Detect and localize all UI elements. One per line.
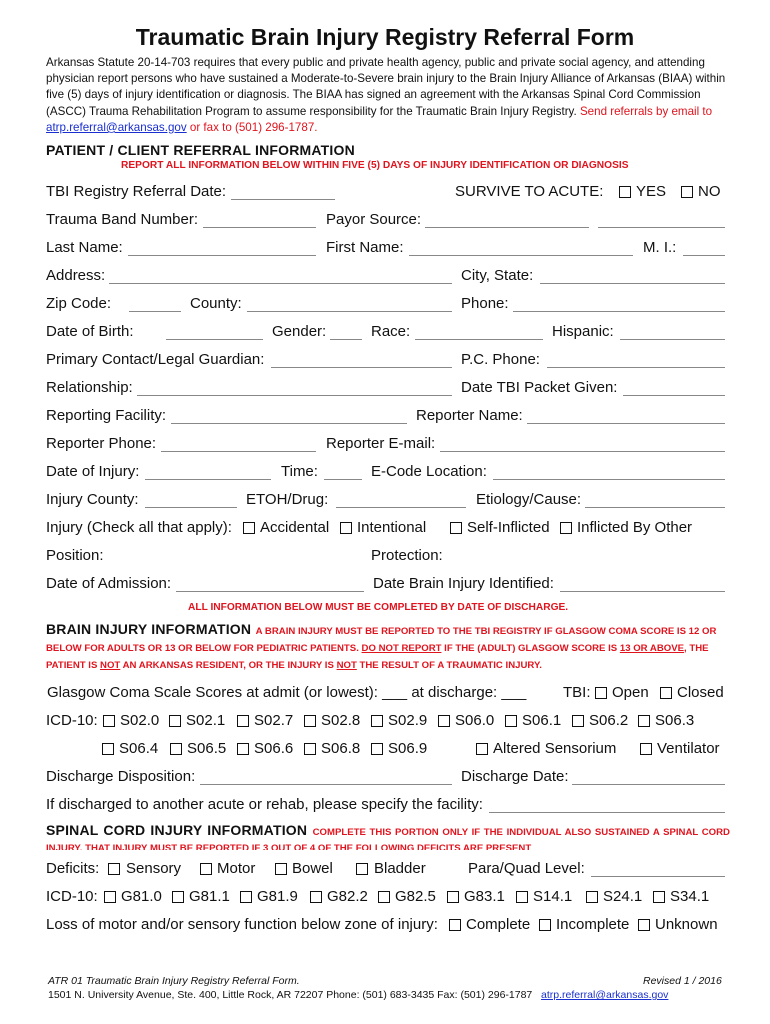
last-name-label: Last Name: — [46, 239, 123, 256]
zip-code-label: Zip Code: — [46, 295, 112, 312]
loss-function-label: Loss of motor and/or sensory function below zone of injury: — [46, 916, 438, 933]
para-quad-field[interactable] — [591, 876, 725, 877]
para-quad-label: Para/Quad Level: — [468, 860, 585, 877]
date-of-injury-field[interactable] — [145, 479, 271, 480]
brain-icd-code-label: S06.1 — [522, 712, 562, 729]
spinal-icd-s14-1-checkbox[interactable] — [516, 891, 528, 903]
spinal-icd-code-label: S34.1 — [670, 888, 710, 905]
brain-icd-s06-9-checkbox[interactable] — [371, 743, 383, 755]
brain-icd-s06-4-checkbox[interactable] — [102, 743, 114, 755]
brain-icd-s02-1-checkbox[interactable] — [169, 715, 181, 727]
reporting-facility-field[interactable] — [171, 423, 407, 424]
etoh-drug-field[interactable] — [336, 507, 466, 508]
altered-sensorium-label: Altered Sensorium — [493, 740, 617, 757]
reporter-email-label: Reporter E-mail: — [326, 435, 436, 452]
spinal-icd-label: ICD-10: — [46, 888, 98, 905]
brain-icd-code-label: S02.0 — [120, 712, 160, 729]
gender-label: Gender: — [272, 323, 327, 340]
brain-note-c: IF THE (ADULT) GLASGOW SCORE IS — [444, 643, 618, 654]
reporter-phone-field[interactable] — [161, 451, 316, 452]
reporting-facility-label: Reporting Facility: — [46, 407, 167, 424]
inflicted-other-checkbox[interactable] — [560, 522, 572, 534]
race-label: Race: — [371, 323, 411, 340]
spinal-icd-code-label: G81.0 — [121, 888, 162, 905]
self-inflicted-label: Self-Inflicted — [467, 519, 550, 536]
incomplete-checkbox[interactable] — [539, 919, 551, 931]
spinal-icd-code-label: G82.5 — [395, 888, 436, 905]
fax-text: or fax to (501) 296-1787. — [189, 120, 318, 134]
patient-subheading: REPORT ALL INFORMATION BELOW WITHIN FIVE (5) DAYS OF INJURY IDENTIFICATION OR DIAGNOSIS — [121, 160, 629, 171]
brain-icd-code-label: S02.1 — [186, 712, 226, 729]
tbi-referral-date-field[interactable] — [231, 199, 335, 200]
bladder-label: Bladder — [374, 860, 426, 877]
date-admission-field[interactable] — [176, 591, 364, 592]
spinal-note: COMPLETE THIS PORTION ONLY IF THE INDIVIDUAL ALSO SUSTAINED A SPINAL CORD INJURY. THAT INJURY MUST BE REPORTED IF 3 OUT OF 4 OF THE FOLLOWING DEFICITS ARE PRESENT — [46, 827, 730, 850]
sensory-label: Sensory — [126, 860, 182, 877]
spinal-header — [46, 823, 730, 850]
tbi-packet-date-label: Date TBI Packet Given: — [461, 379, 618, 396]
brain-icd-s06-1-checkbox[interactable] — [505, 715, 517, 727]
injury-county-label: Injury County: — [46, 491, 139, 508]
bowel-label: Bowel — [292, 860, 333, 877]
survive-yes-label: YES — [636, 183, 667, 200]
footer-address-text: 1501 N. University Avenue, Ste. 400, Little Rock, AR 72207 Phone: (501) 683-3435 Fax: (501) 296-1787 — [48, 989, 533, 1001]
facility-field[interactable] — [489, 812, 725, 813]
footer-revised: Revised 1 / 2016 — [643, 975, 722, 987]
etiology-cause-field[interactable] — [585, 507, 725, 508]
intentional-checkbox[interactable] — [340, 522, 352, 534]
intentional-label: Intentional — [357, 519, 427, 536]
middle-initial-field[interactable] — [683, 255, 725, 256]
county-label: County: — [190, 295, 242, 312]
first-name-label: First Name: — [326, 239, 404, 256]
brain-icd-s06-6-checkbox[interactable] — [237, 743, 249, 755]
form-title: Traumatic Brain Injury Registry Referral Form — [135, 24, 635, 50]
brain-note-a: A BRAIN INJURY MUST BE REPORTED TO THE TBI REGISTRY IF GLASGOW COMA SCORE IS 12 OR BELOW FOR ADULTS OR 13 OR BELOW FOR PEDIATRIC PATIENTS. — [46, 626, 717, 654]
self-inflicted-checkbox[interactable] — [450, 522, 462, 534]
accidental-checkbox[interactable] — [243, 522, 255, 534]
send-referral-text: Send referrals by email to — [579, 104, 713, 118]
footer-email-link[interactable]: atrp.referral@arkansas.gov — [541, 989, 669, 1001]
intro-paragraph — [46, 55, 736, 136]
tbi-packet-date-field[interactable] — [623, 395, 725, 396]
city-state-field[interactable] — [540, 283, 725, 284]
spinal-icd-g82-2-checkbox[interactable] — [310, 891, 322, 903]
tbi-open-checkbox[interactable] — [595, 687, 607, 699]
relationship-field[interactable] — [137, 395, 452, 396]
brain-icd-s06-3-checkbox[interactable] — [638, 715, 650, 727]
brain-icd-code-label: S02.7 — [254, 712, 294, 729]
bowel-checkbox[interactable] — [275, 863, 287, 875]
payor-source-field[interactable] — [425, 227, 589, 228]
ecode-location-field[interactable] — [493, 479, 725, 480]
spinal-icd-g82-5-checkbox[interactable] — [378, 891, 390, 903]
reporter-phone-label: Reporter Phone: — [46, 435, 157, 452]
date-identified-label: Date Brain Injury Identified: — [373, 575, 554, 592]
brain-icd-s06-0-checkbox[interactable] — [438, 715, 450, 727]
brain-icd-code-label: S06.4 — [119, 740, 159, 757]
date-of-injury-label: Date of Injury: — [46, 463, 140, 480]
brain-icd-code-label: S06.6 — [254, 740, 294, 757]
brain-injury-header — [46, 622, 730, 673]
brain-note-i: THE RESULT OF A TRAUMATIC INJURY. — [359, 660, 542, 671]
brain-icd-code-label: S06.2 — [589, 712, 629, 729]
spinal-heading: SPINAL CORD INJURY INFORMATION — [46, 823, 308, 838]
complete-checkbox[interactable] — [449, 919, 461, 931]
protection-label: Protection: — [371, 547, 443, 564]
relationship-label: Relationship: — [46, 379, 133, 396]
ventilator-checkbox[interactable] — [640, 743, 652, 755]
payor-source-label: Payor Source: — [326, 211, 422, 228]
race-field[interactable] — [415, 339, 543, 340]
spinal-icd-code-label: S14.1 — [533, 888, 573, 905]
brain-icd-s02-0-checkbox[interactable] — [103, 715, 115, 727]
phone-field[interactable] — [513, 311, 725, 312]
intro-text: Arkansas Statute 20-14-703 requires that every public and private health agency, public and private social agency, and attending physician report persons who have sustained a Moderate-to-Severe brain injury to the Brain Injury Alliance of Arkansas (BIAA) within five (5) days of injury identification or diagnosis. The BIAA has signed an agreement with the Arkansas Spinal Cord Commission (ASCC) Trauma Rehabilitation Program to assume responsibility for the Traumatic Brain Injury Registry. — [46, 56, 726, 118]
spinal-icd-code-label: G81.9 — [257, 888, 298, 905]
spinal-icd-s34-1-checkbox[interactable] — [653, 891, 665, 903]
footer-form-name: ATR 01 Traumatic Brain Injury Registry Referral Form. — [48, 975, 300, 987]
city-state-label: City, State: — [461, 267, 534, 284]
injury-check-label: Injury (Check all that apply): — [46, 519, 232, 536]
position-label: Position: — [46, 547, 104, 564]
primary-contact-field[interactable] — [271, 367, 452, 368]
referral-email-link[interactable]: atrp.referral@arkansas.gov — [46, 120, 187, 134]
date-of-birth-field[interactable] — [166, 339, 263, 340]
reporter-name-field[interactable] — [527, 423, 725, 424]
hispanic-field[interactable] — [620, 339, 725, 340]
middle-initial-label: M. I.: — [643, 239, 677, 256]
brain-icd-s02-9-checkbox[interactable] — [371, 715, 383, 727]
discharge-note: ALL INFORMATION BELOW MUST BE COMPLETED BY DATE OF DISCHARGE. — [188, 602, 569, 613]
accidental-label: Accidental — [260, 519, 330, 536]
reporter-email-field[interactable] — [440, 451, 725, 452]
county-field[interactable] — [247, 311, 452, 312]
first-name-field[interactable] — [409, 255, 633, 256]
discharge-disposition-field[interactable] — [200, 784, 452, 785]
tbi-open-label: Open — [612, 684, 649, 701]
ecode-location-label: E-Code Location: — [371, 463, 487, 480]
brain-icd-code-label: S06.5 — [187, 740, 227, 757]
date-admission-label: Date of Admission: — [46, 575, 172, 592]
incomplete-label: Incomplete — [556, 916, 630, 933]
inflicted-other-label: Inflicted By Other — [577, 519, 693, 536]
gcs-scores-label: Glasgow Coma Scale Scores at admit (or lowest): ___ at discharge: ___ — [47, 684, 527, 701]
tbi-closed-label: Closed — [677, 684, 724, 701]
spinal-icd-g83-1-checkbox[interactable] — [447, 891, 459, 903]
brain-note-b: DO NOT REPORT — [361, 643, 442, 654]
survive-yes-checkbox[interactable] — [619, 186, 631, 198]
bladder-checkbox[interactable] — [356, 863, 368, 875]
brain-note-e: , THE PATIENT IS — [46, 643, 709, 671]
brain-icd-code-label: S06.8 — [321, 740, 361, 757]
survive-no-checkbox[interactable] — [681, 186, 693, 198]
spinal-icd-code-label: G83.1 — [464, 888, 505, 905]
last-name-field[interactable] — [128, 255, 316, 256]
brain-icd-code-label: S06.3 — [655, 712, 695, 729]
brain-icd-code-label: S06.9 — [388, 740, 428, 757]
hispanic-label: Hispanic: — [552, 323, 614, 340]
brain-icd-code-label: S02.9 — [388, 712, 428, 729]
brain-injury-heading: BRAIN INJURY INFORMATION — [46, 621, 252, 637]
trauma-band-field[interactable] — [203, 227, 316, 228]
deficits-label: Deficits: — [46, 860, 100, 877]
time-label: Time: — [281, 463, 318, 480]
brain-icd-s06-2-checkbox[interactable] — [572, 715, 584, 727]
survive-no-label: NO — [698, 183, 721, 200]
payor-source-field-2[interactable] — [598, 227, 725, 228]
brain-note-f: NOT — [100, 660, 121, 671]
spinal-icd-g81-9-checkbox[interactable] — [240, 891, 252, 903]
brain-note-g: AN ARKANSAS RESIDENT, OR THE INJURY IS — [122, 660, 334, 671]
spinal-icd-code-label: S24.1 — [603, 888, 643, 905]
pc-phone-label: P.C. Phone: — [461, 351, 540, 368]
altered-sensorium-checkbox[interactable] — [476, 743, 488, 755]
brain-note-d: 13 OR ABOVE — [619, 643, 685, 654]
brain-note-h: NOT — [336, 660, 357, 671]
etiology-cause-label: Etiology/Cause: — [476, 491, 582, 508]
zip-code-field[interactable] — [129, 311, 181, 312]
unknown-checkbox[interactable] — [638, 919, 650, 931]
facility-label: If discharged to another acute or rehab, please specify the facility: — [46, 796, 483, 813]
brain-icd-code-label: S02.8 — [321, 712, 361, 729]
unknown-label: Unknown — [655, 916, 718, 933]
address-label: Address: — [46, 267, 106, 284]
date-identified-field[interactable] — [560, 591, 725, 592]
brain-icd-s02-8-checkbox[interactable] — [304, 715, 316, 727]
brain-icd-s06-5-checkbox[interactable] — [170, 743, 182, 755]
brain-icd-label: ICD-10: — [46, 712, 98, 729]
reporter-name-label: Reporter Name: — [416, 407, 523, 424]
complete-label: Complete — [466, 916, 531, 933]
ventilator-label: Ventilator — [657, 740, 720, 757]
sensory-checkbox[interactable] — [108, 863, 120, 875]
time-field[interactable] — [324, 479, 362, 480]
discharge-date-label: Discharge Date: — [461, 768, 569, 785]
motor-checkbox[interactable] — [200, 863, 212, 875]
primary-contact-label: Primary Contact/Legal Guardian: — [46, 351, 265, 368]
spinal-icd-code-label: G81.1 — [189, 888, 230, 905]
tbi-type-label: TBI: — [563, 684, 591, 701]
patient-heading: PATIENT / CLIENT REFERRAL INFORMATION — [46, 142, 355, 158]
discharge-disposition-label: Discharge Disposition: — [46, 768, 196, 785]
spinal-icd-g81-0-checkbox[interactable] — [104, 891, 116, 903]
survive-acute-label: SURVIVE TO ACUTE: — [455, 183, 604, 200]
motor-label: Motor — [217, 860, 256, 877]
spinal-icd-g81-1-checkbox[interactable] — [172, 891, 184, 903]
etoh-drug-label: ETOH/Drug: — [246, 491, 329, 508]
spinal-icd-s24-1-checkbox[interactable] — [586, 891, 598, 903]
gender-field[interactable] — [330, 339, 362, 340]
brain-icd-s02-7-checkbox[interactable] — [237, 715, 249, 727]
injury-county-field[interactable] — [145, 507, 237, 508]
tbi-referral-date-label: TBI Registry Referral Date: — [46, 183, 227, 200]
address-field[interactable] — [109, 283, 452, 284]
spinal-icd-code-label: G82.2 — [327, 888, 368, 905]
brain-icd-code-label: S06.0 — [455, 712, 495, 729]
trauma-band-label: Trauma Band Number: — [46, 211, 199, 228]
footer-address — [48, 989, 668, 1001]
date-of-birth-label: Date of Birth: — [46, 323, 134, 340]
discharge-date-field[interactable] — [572, 784, 725, 785]
pc-phone-field[interactable] — [547, 367, 725, 368]
phone-label: Phone: — [461, 295, 509, 312]
tbi-closed-checkbox[interactable] — [660, 687, 672, 699]
brain-icd-s06-8-checkbox[interactable] — [304, 743, 316, 755]
